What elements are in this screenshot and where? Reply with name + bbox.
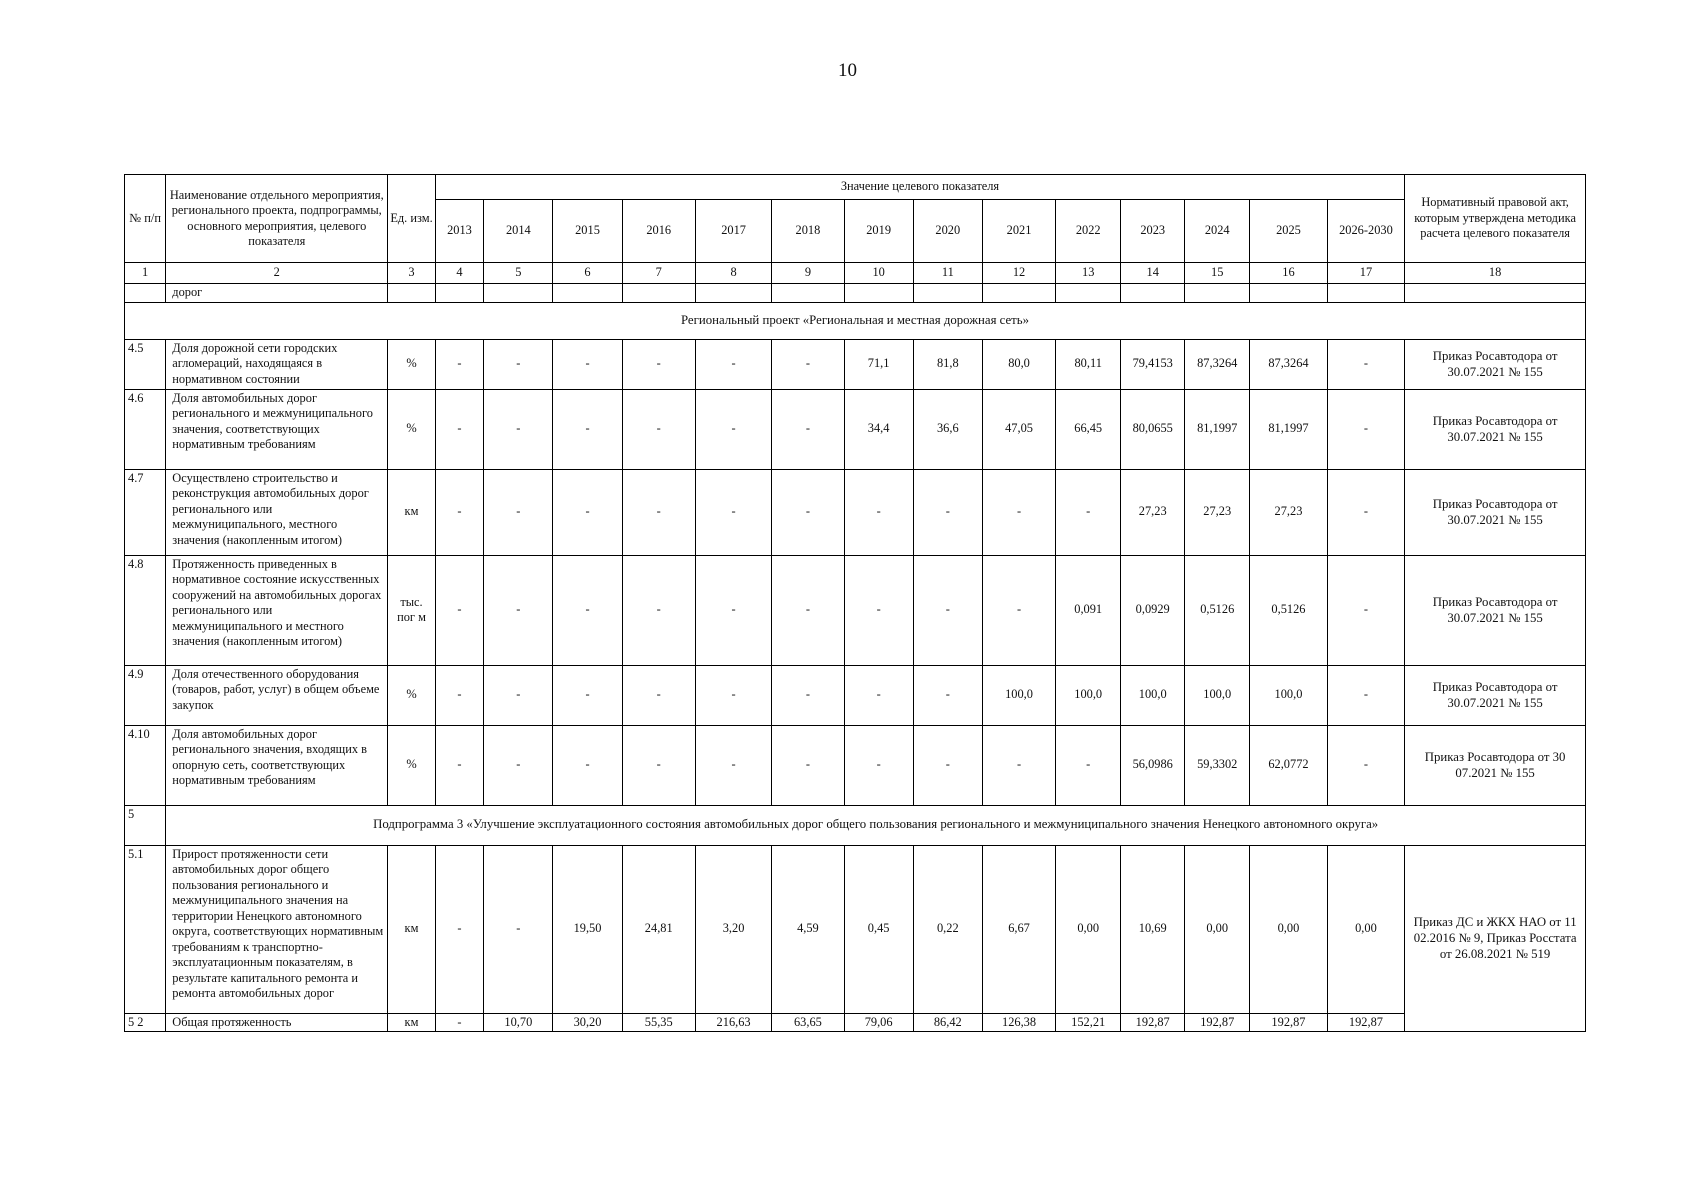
table-row xyxy=(125,555,1586,665)
unit-cell: км xyxy=(388,845,435,1013)
section-row-subprogram-3 xyxy=(125,805,1586,845)
column-index: 6 xyxy=(553,263,622,284)
normative-act: Приказ Росавтодора от 30.07.2021 № 155 xyxy=(1405,339,1586,389)
page-number: 10 xyxy=(838,60,857,81)
value-cell: - xyxy=(772,725,844,805)
value-cell: 27,23 xyxy=(1121,469,1185,555)
value-cell: - xyxy=(1056,725,1121,805)
value-cell: - xyxy=(1327,725,1405,805)
year-header: 2013 xyxy=(435,200,484,263)
value-cell: 0,5126 xyxy=(1250,555,1327,665)
year-header: 2024 xyxy=(1185,200,1250,263)
carry-row xyxy=(125,284,1586,303)
unit-cell: % xyxy=(388,725,435,805)
normative-act: Приказ ДС и ЖКХ НАО от 11 02.2016 № 9, Приказ Росстата от 26.08.2021 № 519 xyxy=(1405,845,1586,1032)
value-cell: - xyxy=(435,845,484,1013)
year-header: 2015 xyxy=(553,200,622,263)
column-index: 11 xyxy=(913,263,982,284)
col-values-header: Значение целевого показателя xyxy=(435,175,1404,200)
column-index: 5 xyxy=(484,263,553,284)
column-index: 7 xyxy=(622,263,695,284)
value-cell: - xyxy=(484,725,553,805)
value-cell: - xyxy=(435,665,484,725)
col-norm-header: Нормативный правовой акт, которым утверждена методика расчета целевого показателя xyxy=(1405,175,1586,263)
value-cell: - xyxy=(484,845,553,1013)
table-row xyxy=(125,469,1586,555)
value-cell: - xyxy=(844,725,913,805)
value-cell: 100,0 xyxy=(1121,665,1185,725)
value-cell: 100,0 xyxy=(982,665,1055,725)
value-cell: 81,1997 xyxy=(1250,389,1327,469)
column-index: 1 xyxy=(125,263,166,284)
value-cell: - xyxy=(844,665,913,725)
value-cell: 86,42 xyxy=(913,1013,982,1032)
value-cell: - xyxy=(435,389,484,469)
value-cell: 192,87 xyxy=(1121,1013,1185,1032)
value-cell: - xyxy=(695,469,771,555)
value-cell: 59,3302 xyxy=(1185,725,1250,805)
value-cell: - xyxy=(772,389,844,469)
row-number: 5.1 xyxy=(125,845,166,1013)
column-index: 18 xyxy=(1405,263,1586,284)
unit-cell: % xyxy=(388,339,435,389)
value-cell: - xyxy=(695,339,771,389)
value-cell: - xyxy=(484,555,553,665)
value-cell: 192,87 xyxy=(1327,1013,1405,1032)
carry-row-name: дорог xyxy=(166,284,388,303)
table-row xyxy=(125,339,1586,389)
value-cell: 27,23 xyxy=(1185,469,1250,555)
normative-act: Приказ Росавтодора от 30.07.2021 № 155 xyxy=(1405,665,1586,725)
year-header: 2018 xyxy=(772,200,844,263)
section-row-regional xyxy=(125,302,1586,339)
row-number: 5 2 xyxy=(125,1013,166,1032)
value-cell: 87,3264 xyxy=(1185,339,1250,389)
value-cell: 6,67 xyxy=(982,845,1055,1013)
column-index: 15 xyxy=(1185,263,1250,284)
indicator-name: Доля автомобильных дорог регионального значения, входящих в опорную сеть, соответствующих нормативным требованиям xyxy=(166,725,388,805)
table-row xyxy=(125,665,1586,725)
col-name-header: Наименование отдельного мероприятия, регионального проекта, подпрограммы, основного мероприятия, целевого показателя xyxy=(166,175,388,263)
value-cell: - xyxy=(1056,469,1121,555)
column-index: 9 xyxy=(772,263,844,284)
value-cell: 126,38 xyxy=(982,1013,1055,1032)
table-row xyxy=(125,845,1586,1013)
row-number: 5 xyxy=(125,805,166,845)
col-num-header: № п/п xyxy=(125,175,166,263)
value-cell: 0,091 xyxy=(1056,555,1121,665)
value-cell: - xyxy=(913,469,982,555)
indicator-name: Доля дорожной сети городских агломераций, находящаяся в нормативном состоянии xyxy=(166,339,388,389)
value-cell: 0,00 xyxy=(1185,845,1250,1013)
value-cell: 0,00 xyxy=(1056,845,1121,1013)
value-cell: - xyxy=(913,555,982,665)
value-cell: - xyxy=(913,725,982,805)
value-cell: 192,87 xyxy=(1250,1013,1327,1032)
column-index: 2 xyxy=(166,263,388,284)
value-cell: 81,8 xyxy=(913,339,982,389)
indicator-name: Доля отечественного оборудования (товаров, работ, услуг) в общем объеме закупок xyxy=(166,665,388,725)
value-cell: 10,70 xyxy=(484,1013,553,1032)
value-cell: - xyxy=(622,725,695,805)
section-title-regional: Региональный проект «Региональная и местная дорожная сеть» xyxy=(125,302,1586,339)
value-cell: - xyxy=(1327,665,1405,725)
column-index: 16 xyxy=(1250,263,1327,284)
row-number: 4.9 xyxy=(125,665,166,725)
value-cell: - xyxy=(844,469,913,555)
column-index: 8 xyxy=(695,263,771,284)
table-row xyxy=(125,1013,1586,1032)
value-cell: 27,23 xyxy=(1250,469,1327,555)
row-number: 4.10 xyxy=(125,725,166,805)
value-cell: - xyxy=(484,389,553,469)
indicator-name: Осуществлено строительство и реконструкция автомобильных дорог регионального или межмуниципального, местного значения (накопленным итогом) xyxy=(166,469,388,555)
unit-cell: тыс. пог м xyxy=(388,555,435,665)
value-cell: 3,20 xyxy=(695,845,771,1013)
year-header: 2026-2030 xyxy=(1327,200,1405,263)
column-index: 3 xyxy=(388,263,435,284)
column-index: 10 xyxy=(844,263,913,284)
value-cell: 100,0 xyxy=(1185,665,1250,725)
value-cell: 87,3264 xyxy=(1250,339,1327,389)
value-cell: - xyxy=(622,339,695,389)
value-cell: 55,35 xyxy=(622,1013,695,1032)
value-cell: - xyxy=(982,469,1055,555)
year-header: 2016 xyxy=(622,200,695,263)
value-cell: 4,59 xyxy=(772,845,844,1013)
year-header: 2020 xyxy=(913,200,982,263)
value-cell: - xyxy=(695,725,771,805)
value-cell: - xyxy=(982,725,1055,805)
value-cell: 100,0 xyxy=(1250,665,1327,725)
column-index: 4 xyxy=(435,263,484,284)
value-cell: - xyxy=(622,665,695,725)
value-cell: - xyxy=(913,665,982,725)
value-cell: - xyxy=(553,665,622,725)
value-cell: 216,63 xyxy=(695,1013,771,1032)
value-cell: - xyxy=(435,1013,484,1032)
value-cell: 24,81 xyxy=(622,845,695,1013)
value-cell: - xyxy=(553,469,622,555)
column-index: 12 xyxy=(982,263,1055,284)
value-cell: - xyxy=(695,555,771,665)
value-cell: - xyxy=(553,339,622,389)
value-cell: - xyxy=(435,725,484,805)
table-row xyxy=(125,725,1586,805)
value-cell: 79,4153 xyxy=(1121,339,1185,389)
table-row xyxy=(125,389,1586,469)
value-cell: 34,4 xyxy=(844,389,913,469)
year-header: 2022 xyxy=(1056,200,1121,263)
unit-cell: км xyxy=(388,1013,435,1032)
value-cell: - xyxy=(553,389,622,469)
value-cell: 100,0 xyxy=(1056,665,1121,725)
value-cell: 0,22 xyxy=(913,845,982,1013)
unit-cell: % xyxy=(388,389,435,469)
value-cell: 0,5126 xyxy=(1185,555,1250,665)
value-cell: - xyxy=(484,469,553,555)
value-cell: - xyxy=(622,389,695,469)
value-cell: 63,65 xyxy=(772,1013,844,1032)
value-cell: 152,21 xyxy=(1056,1013,1121,1032)
value-cell: 80,0655 xyxy=(1121,389,1185,469)
section-title-subprogram-3: Подпрограмма 3 «Улучшение эксплуатационного состояния автомобильных дорог общего пользования регионального и межмуниципального значения Ненецкого автономного округа» xyxy=(166,805,1586,845)
unit-cell: % xyxy=(388,665,435,725)
value-cell: 80,11 xyxy=(1056,339,1121,389)
value-cell: - xyxy=(435,555,484,665)
value-cell: 66,45 xyxy=(1056,389,1121,469)
row-number: 4.8 xyxy=(125,555,166,665)
year-header: 2021 xyxy=(982,200,1055,263)
value-cell: - xyxy=(772,339,844,389)
value-cell: 19,50 xyxy=(553,845,622,1013)
value-cell: - xyxy=(435,469,484,555)
column-index: 13 xyxy=(1056,263,1121,284)
value-cell: - xyxy=(622,469,695,555)
value-cell: 0,00 xyxy=(1327,845,1405,1013)
value-cell: 47,05 xyxy=(982,389,1055,469)
unit-cell: км xyxy=(388,469,435,555)
year-header: 2025 xyxy=(1250,200,1327,263)
normative-act: Приказ Росавтодора от 30.07.2021 № 155 xyxy=(1405,555,1586,665)
value-cell: - xyxy=(772,469,844,555)
value-cell: 0,45 xyxy=(844,845,913,1013)
value-cell: 36,6 xyxy=(913,389,982,469)
indicator-name: Протяженность приведенных в нормативное состояние искусственных сооружений на автомобильных дорогах регионального или межмуниципального и местного значения (накопленным итогом) xyxy=(166,555,388,665)
year-header: 2019 xyxy=(844,200,913,263)
normative-act: Приказ Росавтодора от 30 07.2021 № 155 xyxy=(1405,725,1586,805)
value-cell: - xyxy=(1327,555,1405,665)
value-cell: 79,06 xyxy=(844,1013,913,1032)
value-cell: - xyxy=(982,555,1055,665)
value-cell: 0,0929 xyxy=(1121,555,1185,665)
value-cell: - xyxy=(844,555,913,665)
value-cell: - xyxy=(1327,339,1405,389)
indicator-name: Прирост протяженности сети автомобильных дорог общего пользования регионального и межмуниципального значения на территории Ненецкого автономного округа, соответствующих нормативным требованиям к транспортно-эксплуатационным показателям, в результате капитального ремонта и ремонта автомобильных дорог xyxy=(166,845,388,1013)
target-indicators-table xyxy=(124,174,1586,1032)
value-cell: 192,87 xyxy=(1185,1013,1250,1032)
value-cell: 10,69 xyxy=(1121,845,1185,1013)
value-cell: 30,20 xyxy=(553,1013,622,1032)
value-cell: 80,0 xyxy=(982,339,1055,389)
indicator-name: Доля автомобильных дорог регионального и межмуниципального значения, соответствующих нормативным требованиям xyxy=(166,389,388,469)
column-index: 14 xyxy=(1121,263,1185,284)
value-cell: - xyxy=(622,555,695,665)
year-header: 2014 xyxy=(484,200,553,263)
value-cell: 71,1 xyxy=(844,339,913,389)
row-number: 4.5 xyxy=(125,339,166,389)
value-cell: - xyxy=(772,665,844,725)
value-cell: - xyxy=(553,555,622,665)
value-cell: - xyxy=(772,555,844,665)
value-cell: 81,1997 xyxy=(1185,389,1250,469)
row-number: 4.7 xyxy=(125,469,166,555)
value-cell: - xyxy=(695,389,771,469)
value-cell: 62,0772 xyxy=(1250,725,1327,805)
indicator-name: Общая протяженность xyxy=(166,1013,388,1032)
value-cell: 56,0986 xyxy=(1121,725,1185,805)
value-cell: - xyxy=(1327,469,1405,555)
value-cell: - xyxy=(484,339,553,389)
column-index: 17 xyxy=(1327,263,1405,284)
value-cell: - xyxy=(484,665,553,725)
value-cell: - xyxy=(695,665,771,725)
row-number: 4.6 xyxy=(125,389,166,469)
col-unit-header: Ед. изм. xyxy=(388,175,435,263)
year-header: 2023 xyxy=(1121,200,1185,263)
value-cell: - xyxy=(435,339,484,389)
normative-act: Приказ Росавтодора от 30.07.2021 № 155 xyxy=(1405,469,1586,555)
normative-act: Приказ Росавтодора от 30.07.2021 № 155 xyxy=(1405,389,1586,469)
value-cell: - xyxy=(1327,389,1405,469)
year-header: 2017 xyxy=(695,200,771,263)
value-cell: 0,00 xyxy=(1250,845,1327,1013)
value-cell: - xyxy=(553,725,622,805)
